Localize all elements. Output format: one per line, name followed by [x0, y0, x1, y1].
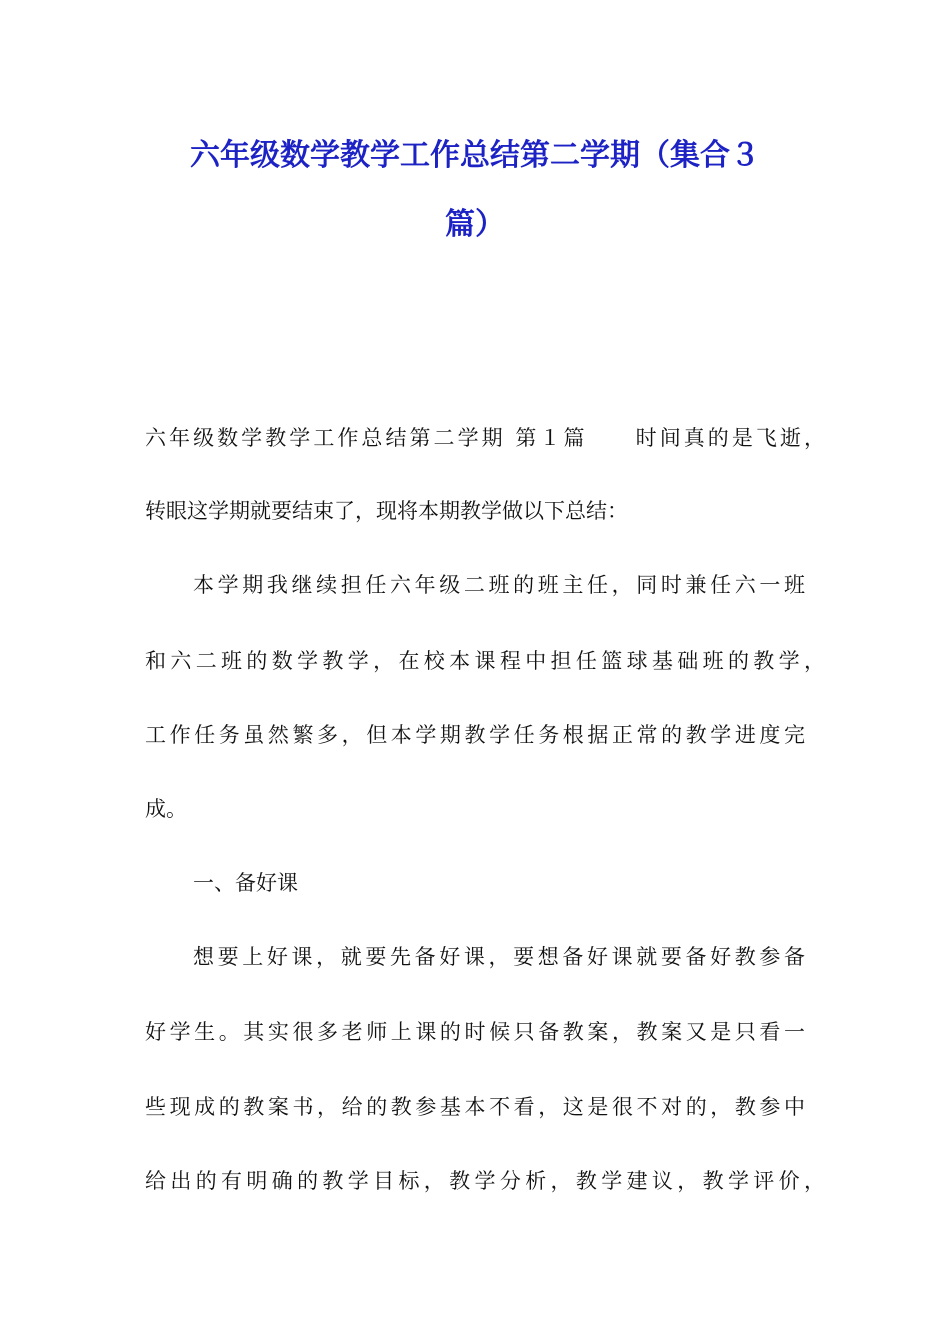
paragraph-line-6: 成。	[145, 797, 187, 821]
paragraph-line-8: 想要上好课，就要先备好课，要想备好课就要备好教参备	[193, 945, 805, 969]
paragraph-line-10: 些现成的教案书，给的教参基本不看，这是很不对的，教参中	[145, 1095, 805, 1119]
paragraph-line-9: 好学生。其实很多老师上课的时候只备教案，教案又是只看一	[145, 1020, 805, 1044]
document-title-line-2: 篇）	[445, 207, 505, 242]
paragraph-line-11: 给出的有明确的教学目标，教学分析，教学建议，教学评价，	[145, 1169, 825, 1193]
paragraph-line-4: 和六二班的数学教学，在校本课程中担任篮球基础班的教学，	[145, 649, 825, 673]
paragraph-line-1: 六年级数学教学工作总结第二学期 第１篇 时间真的是飞逝，	[145, 426, 825, 450]
document-title-line-1: 六年级数学教学工作总结第二学期（集合３	[190, 138, 760, 173]
paragraph-line-2: 转眼这学期就要结束了，现将本期教学做以下总结：	[145, 499, 628, 523]
paragraph-line-5: 工作任务虽然繁多，但本学期教学任务根据正常的教学进度完	[145, 723, 805, 747]
section-heading: 一、备好课	[193, 871, 298, 895]
paragraph-line-3: 本学期我继续担任六年级二班的班主任，同时兼任六一班	[193, 573, 805, 597]
